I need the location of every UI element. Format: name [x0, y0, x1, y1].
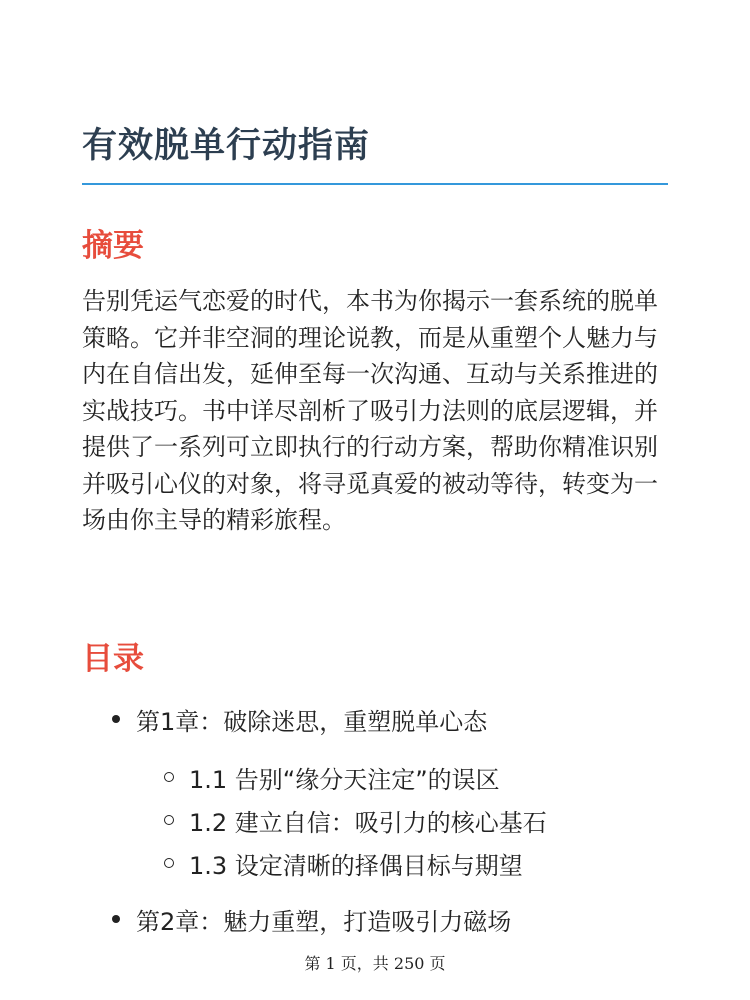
hollow-bullet-icon [164, 858, 174, 868]
toc-section-1-3 [189, 846, 523, 881]
page-number-footer: 第 1 页，共 250 页 [304, 954, 446, 973]
toc-section-1-2 [189, 803, 547, 838]
toc-section-label: 1.2 建立自信：吸引力的核心基石 [189, 809, 547, 837]
document-title: 有效脱单行动指南 [82, 126, 371, 166]
toc-chapter-label: 第2章：魅力重塑，打造吸引力磁场 [136, 908, 512, 936]
toc-chapter-label: 第1章：破除迷思，重塑脱单心态 [136, 708, 488, 736]
hollow-bullet-icon [164, 815, 174, 825]
toc-section-1-1 [189, 760, 500, 795]
toc-section-label: 1.3 设定清晰的择偶目标与期望 [189, 852, 523, 880]
hollow-bullet-icon [164, 772, 174, 782]
abstract-body: 告别凭运气恋爱的时代，本书为你揭示一套系统的脱单策略。它并非空洞的理论说教，而是从重塑个人魅力与内在自信出发，延伸至每一次沟通、互动与关系推进的实战技巧。书中详尽剖析了吸引力法则的底层逻辑，并提供了一系列可立即执行的行动方案，帮助你精准识别并吸引心仪的对象，将寻觅真爱的被动等待，转变为一场由你主导的精彩旅程。 [82, 287, 658, 534]
abstract-heading: 摘要 [82, 228, 144, 264]
toc-chapter-1 [136, 702, 487, 737]
title-divider [82, 183, 668, 185]
bullet-icon [112, 715, 120, 723]
toc-heading: 目录 [82, 641, 144, 677]
toc-section-label: 1.1 告别“缘分天注定”的误区 [189, 766, 500, 794]
bullet-icon [112, 915, 120, 923]
toc-chapter-2 [136, 902, 511, 937]
